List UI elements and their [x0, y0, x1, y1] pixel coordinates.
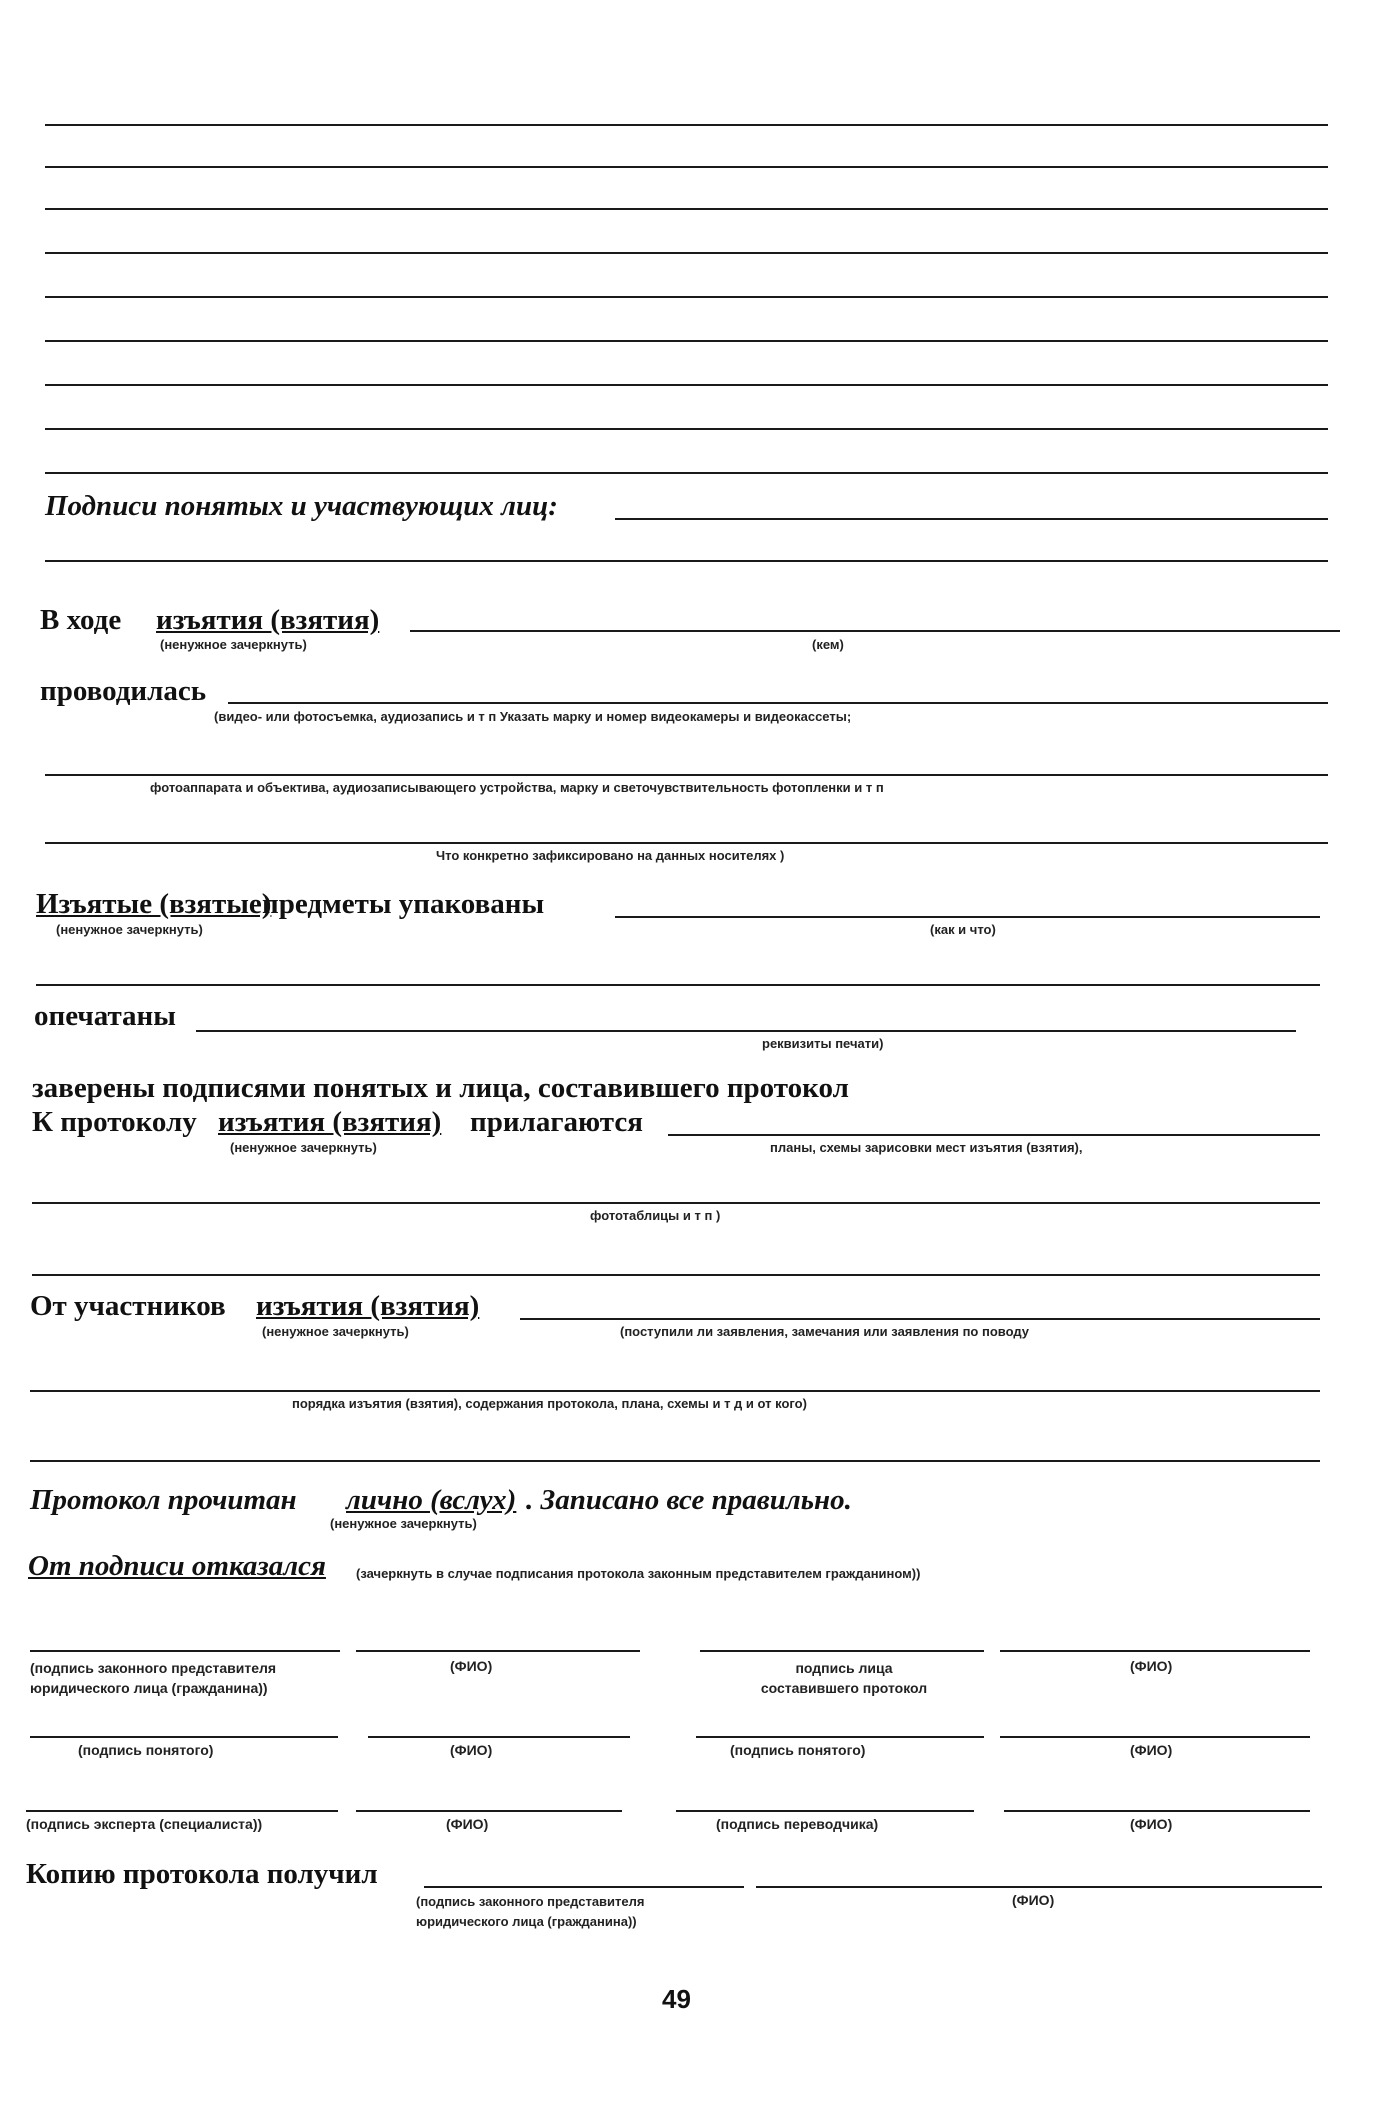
read-underlined: лично (вслух)	[346, 1484, 517, 1516]
sig-line[interactable]	[368, 1736, 630, 1738]
seizure-prefix: В ходе	[40, 604, 122, 636]
page-number: 49	[662, 1984, 691, 2014]
recording-hint-3: Что конкретно зафиксировано на данных носителях )	[436, 848, 785, 863]
read-hint-strike: (ненужное зачеркнуть)	[330, 1516, 477, 1531]
recording-line[interactable]	[228, 702, 1328, 704]
certified-text: заверены подписями понятых и лица, составившего протокол	[32, 1072, 849, 1104]
blank-line	[45, 472, 1328, 474]
fio-label: (ФИО)	[1130, 1742, 1173, 1758]
seizure-hint-who: (кем)	[812, 637, 844, 652]
witness-label: (подпись понятого)	[78, 1742, 214, 1758]
compiler-label	[724, 1658, 964, 1698]
attached-hint-1: планы, схемы зарисовки мест изъятия (взятия),	[770, 1140, 1083, 1155]
copy-sig-line[interactable]	[424, 1886, 744, 1888]
signatures-line[interactable]	[615, 518, 1328, 520]
fio-label: (ФИО)	[1130, 1816, 1173, 1832]
blank-line	[45, 252, 1328, 254]
sig-line[interactable]	[700, 1650, 984, 1652]
blank-line	[45, 166, 1328, 168]
attached-line[interactable]	[668, 1134, 1320, 1136]
sealed-hint: реквизиты печати)	[762, 1036, 884, 1051]
blank-line	[45, 340, 1328, 342]
expert-label: (подпись эксперта (специалиста))	[26, 1816, 263, 1832]
sig-line[interactable]	[30, 1736, 338, 1738]
compiler-label-line-2: составившего протокол	[760, 1680, 928, 1696]
packed-line[interactable]	[615, 916, 1320, 918]
sig-line[interactable]	[356, 1810, 622, 1812]
compiler-label-line-1: подпись лица	[795, 1660, 893, 1676]
sig-line[interactable]	[1000, 1650, 1310, 1652]
fio-label: (ФИО)	[446, 1816, 489, 1832]
copy-label: Копию протокола получил	[26, 1858, 378, 1890]
attached-hint-2: фототаблицы и т п )	[590, 1208, 721, 1223]
blank-line[interactable]	[36, 984, 1320, 986]
seizure-line[interactable]	[410, 630, 1340, 632]
sig-line[interactable]	[356, 1650, 640, 1652]
fio-label: (ФИО)	[1012, 1892, 1055, 1908]
blank-line[interactable]	[45, 842, 1328, 844]
blank-line	[45, 560, 1328, 562]
read-prefix: Протокол прочитан	[30, 1484, 297, 1516]
packed-rest: предметы упакованы	[262, 888, 545, 920]
sig-line[interactable]	[696, 1736, 984, 1738]
read-rest: . Записано все правильно.	[526, 1484, 852, 1516]
legal-rep-label-line-1: (подпись законного представителя	[30, 1660, 277, 1676]
legal-rep-label	[30, 1658, 276, 1698]
blank-line	[45, 208, 1328, 210]
sig-line[interactable]	[1004, 1810, 1310, 1812]
blank-line	[45, 428, 1328, 430]
participants-line[interactable]	[520, 1318, 1320, 1320]
attached-prefix: К протоколу	[32, 1106, 197, 1138]
packed-hint-how: (как и что)	[930, 922, 996, 937]
sealed-label: опечатаны	[34, 1000, 176, 1032]
blank-line	[45, 296, 1328, 298]
blank-line[interactable]	[30, 1390, 1320, 1392]
refused-text: От подписи отказался	[28, 1550, 326, 1582]
seizure-hint-strike: (ненужное зачеркнуть)	[160, 637, 307, 652]
blank-line	[45, 124, 1328, 126]
blank-line[interactable]	[45, 774, 1328, 776]
recording-hint-1: (видео- или фотосъемка, аудиозапись и т п Указать марку и номер видеокамеры и видеокассеты;	[214, 709, 852, 724]
attached-hint-strike: (ненужное зачеркнуть)	[230, 1140, 377, 1155]
participants-hint-1: (поступили ли заявления, замечания или заявления по поводу	[620, 1324, 1029, 1339]
recording-label: проводилась	[40, 675, 207, 707]
fio-label: (ФИО)	[450, 1658, 493, 1674]
attached-underlined: изъятия (взятия)	[218, 1106, 442, 1138]
blank-line[interactable]	[30, 1460, 1320, 1462]
copy-fio-line[interactable]	[756, 1886, 1322, 1888]
refused-hint: (зачеркнуть в случае подписания протокола законным представителем гражданином))	[356, 1566, 921, 1581]
blank-line	[45, 384, 1328, 386]
legal-rep-label-line-2: юридического лица (гражданина))	[30, 1680, 268, 1696]
copy-hint-line-2: юридического лица (гражданина))	[416, 1914, 637, 1929]
participants-hint-strike: (ненужное зачеркнуть)	[262, 1324, 409, 1339]
signatures-heading: Подписи понятых и участвующих лиц:	[45, 490, 558, 522]
participants-prefix: От участников	[30, 1290, 226, 1322]
participants-hint-2: порядка изъятия (взятия), содержания протокола, плана, схемы и т д и от кого)	[292, 1396, 807, 1411]
packed-hint-strike: (ненужное зачеркнуть)	[56, 922, 203, 937]
sig-line[interactable]	[1000, 1736, 1310, 1738]
participants-underlined: изъятия (взятия)	[256, 1290, 480, 1322]
sig-line[interactable]	[26, 1810, 338, 1812]
blank-line[interactable]	[32, 1202, 1320, 1204]
blank-line[interactable]	[32, 1274, 1320, 1276]
sealed-line[interactable]	[196, 1030, 1296, 1032]
witness-label: (подпись понятого)	[730, 1742, 866, 1758]
copy-hint	[416, 1892, 644, 1932]
recording-hint-2: фотоаппарата и объектива, аудиозаписывающего устройства, марку и светочувствительность фотопленки и т п	[150, 780, 884, 795]
copy-hint-line-1: (подпись законного представителя	[416, 1894, 645, 1909]
packed-underlined: Изъятые (взятые)	[36, 888, 272, 920]
fio-label: (ФИО)	[1130, 1658, 1173, 1674]
sig-line[interactable]	[30, 1650, 340, 1652]
translator-label: (подпись переводчика)	[716, 1816, 879, 1832]
fio-label: (ФИО)	[450, 1742, 493, 1758]
sig-line[interactable]	[676, 1810, 974, 1812]
seizure-underlined: изъятия (взятия)	[156, 604, 380, 636]
attached-rest: прилагаются	[470, 1106, 643, 1138]
